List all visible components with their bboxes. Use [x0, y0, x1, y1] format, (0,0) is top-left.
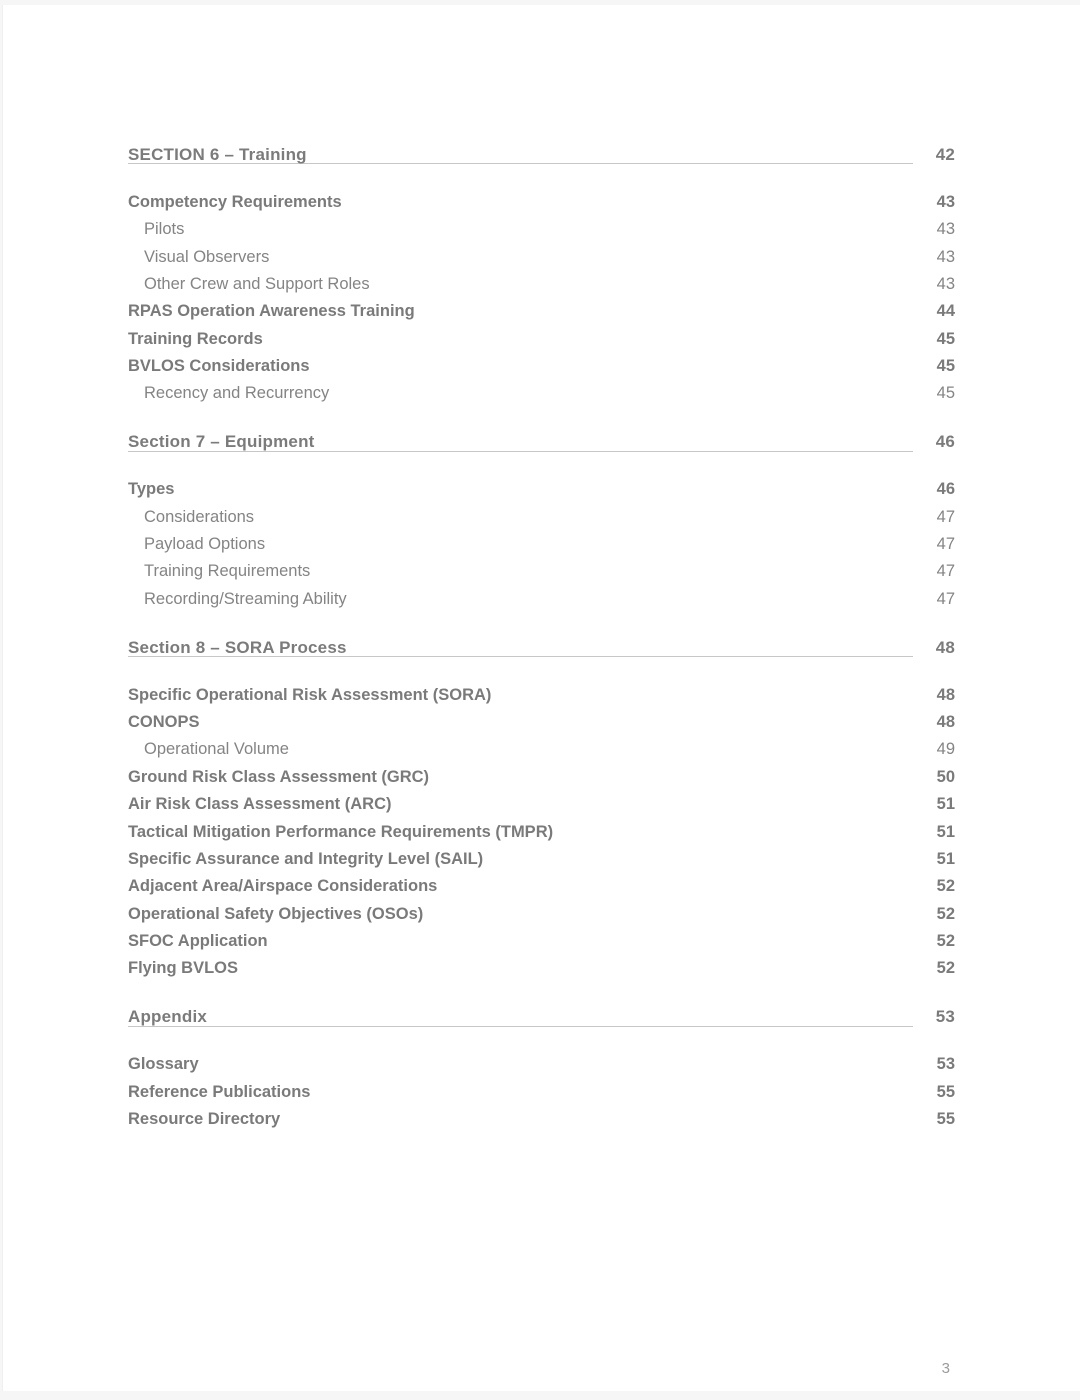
toc-entry-row[interactable]	[128, 558, 955, 585]
toc-entry-page-number: 53	[936, 1055, 955, 1074]
toc-entry-label: Types	[128, 480, 175, 499]
toc-entry-page-number: 51	[936, 822, 955, 841]
toc-entry-label: Recording/Streaming Ability	[144, 589, 347, 608]
toc-entry-row[interactable]	[128, 1051, 955, 1078]
toc-entry-page-number: 55	[936, 1082, 955, 1101]
toc-entry-label: Ground Risk Class Assessment (GRC)	[128, 767, 430, 786]
toc-entry-row[interactable]	[128, 819, 955, 846]
toc-entry-page-number: 52	[936, 931, 955, 950]
toc-section-heading[interactable]	[128, 428, 955, 455]
toc-entry-page-number: 47	[936, 562, 955, 581]
toc-entry-row[interactable]	[128, 709, 955, 736]
toc-section	[128, 634, 955, 983]
toc-entry-label: BVLOS Considerations	[128, 357, 310, 376]
toc-section	[128, 428, 955, 613]
toc-entry-row[interactable]	[128, 244, 955, 271]
toc-section-page-number: 48	[935, 637, 955, 657]
toc-entry-row[interactable]	[128, 353, 955, 380]
toc-entry-row[interactable]	[128, 216, 955, 243]
toc-entry-page-number: 43	[936, 192, 955, 211]
toc-section	[128, 1003, 955, 1133]
toc-entry-row[interactable]	[128, 901, 955, 928]
toc-section-heading[interactable]	[128, 634, 955, 661]
toc-entry-list	[128, 476, 955, 613]
toc-section-page-number: 42	[935, 145, 955, 164]
toc-entry-page-number: 43	[936, 275, 955, 294]
toc-entry-page-number: 45	[936, 357, 955, 376]
toc-entry-row[interactable]	[128, 682, 955, 709]
toc-section-heading[interactable]	[128, 1003, 955, 1030]
document-page	[2, 5, 1080, 1391]
toc-entry-row[interactable]	[128, 298, 955, 325]
toc-entry-row[interactable]	[128, 586, 955, 613]
toc-entry-page-number: 43	[936, 220, 955, 239]
toc-entry-row[interactable]	[128, 380, 955, 407]
toc-section-title: SECTION 6 – Training	[128, 145, 307, 164]
toc-entry-page-number: 43	[936, 247, 955, 266]
toc-section-page-number: 46	[935, 432, 955, 452]
toc-entry-label: Specific Operational Risk Assessment (SORA)	[128, 685, 492, 704]
toc-section-title: Appendix	[128, 1007, 208, 1027]
toc-entry-page-number: 46	[936, 480, 955, 499]
toc-entry-label: Competency Requirements	[128, 192, 342, 211]
toc-entry-page-number: 45	[936, 384, 955, 403]
toc-entry-row[interactable]	[128, 271, 955, 298]
table-of-contents	[3, 5, 1080, 1133]
heading-rule-line	[128, 1026, 913, 1027]
toc-entry-row[interactable]	[128, 736, 955, 763]
toc-entry-page-number: 55	[936, 1109, 955, 1128]
toc-entry-page-number: 52	[936, 959, 955, 978]
toc-entry-label: Training Records	[128, 329, 263, 348]
toc-entry-label: CONOPS	[128, 713, 200, 732]
toc-section-title: Section 8 – SORA Process	[128, 637, 347, 657]
toc-entry-label: Resource Directory	[128, 1109, 281, 1128]
toc-entry-page-number: 47	[936, 535, 955, 554]
toc-entry-row[interactable]	[128, 764, 955, 791]
toc-section-heading[interactable]	[128, 141, 955, 168]
toc-section-page-number: 53	[935, 1007, 955, 1027]
toc-entry-list	[128, 682, 955, 983]
page-number: 3	[941, 1360, 950, 1377]
toc-entry-row[interactable]	[128, 189, 955, 216]
toc-entry-row[interactable]	[128, 928, 955, 955]
toc-entry-label: Operational Volume	[144, 740, 289, 759]
toc-entry-page-number: 52	[936, 877, 955, 896]
toc-entry-row[interactable]	[128, 955, 955, 982]
toc-entry-page-number: 49	[936, 740, 955, 759]
toc-entry-page-number: 51	[936, 849, 955, 868]
toc-entry-page-number: 52	[936, 904, 955, 923]
toc-section	[128, 141, 955, 408]
toc-entry-list	[128, 1051, 955, 1133]
toc-entry-label: Other Crew and Support Roles	[144, 275, 370, 294]
toc-entry-label: Specific Assurance and Integrity Level (SAIL)	[128, 849, 484, 868]
toc-entry-page-number: 44	[936, 302, 955, 321]
toc-entry-label: Training Requirements	[144, 562, 311, 581]
toc-entry-row[interactable]	[128, 504, 955, 531]
toc-entry-page-number: 47	[936, 507, 955, 526]
toc-entry-label: Recency and Recurrency	[144, 384, 330, 403]
toc-entry-row[interactable]	[128, 476, 955, 503]
toc-entry-page-number: 51	[936, 795, 955, 814]
toc-entry-page-number: 47	[936, 589, 955, 608]
page-footer	[942, 1360, 950, 1377]
toc-entry-label: Tactical Mitigation Performance Requirements (TMPR)	[128, 822, 554, 841]
toc-entry-label: SFOC Application	[128, 931, 268, 950]
toc-entry-row[interactable]	[128, 326, 955, 353]
toc-entry-row[interactable]	[128, 791, 955, 818]
toc-entry-page-number: 45	[936, 329, 955, 348]
toc-entry-row[interactable]	[128, 531, 955, 558]
toc-entry-label: Air Risk Class Assessment (ARC)	[128, 795, 392, 814]
toc-entry-list	[128, 189, 955, 408]
toc-entry-row[interactable]	[128, 873, 955, 900]
toc-entry-label: RPAS Operation Awareness Training	[128, 302, 415, 321]
toc-section-title: Section 7 – Equipment	[128, 432, 315, 452]
toc-entry-label: Operational Safety Objectives (OSOs)	[128, 904, 424, 923]
toc-entry-label: Payload Options	[144, 535, 266, 554]
toc-entry-row[interactable]	[128, 1106, 955, 1133]
toc-entry-page-number: 48	[936, 713, 955, 732]
toc-entry-label: Flying BVLOS	[128, 959, 239, 978]
toc-entry-page-number: 48	[936, 685, 955, 704]
toc-entry-row[interactable]	[128, 846, 955, 873]
toc-entry-label: Glossary	[128, 1055, 199, 1074]
toc-entry-label: Visual Observers	[144, 247, 270, 266]
toc-entry-label: Adjacent Area/Airspace Considerations	[128, 877, 438, 896]
toc-entry-page-number: 50	[936, 767, 955, 786]
toc-entry-label: Considerations	[144, 507, 255, 526]
toc-entry-label: Reference Publications	[128, 1082, 311, 1101]
toc-entry-row[interactable]	[128, 1079, 955, 1106]
toc-entry-label: Pilots	[144, 220, 185, 239]
